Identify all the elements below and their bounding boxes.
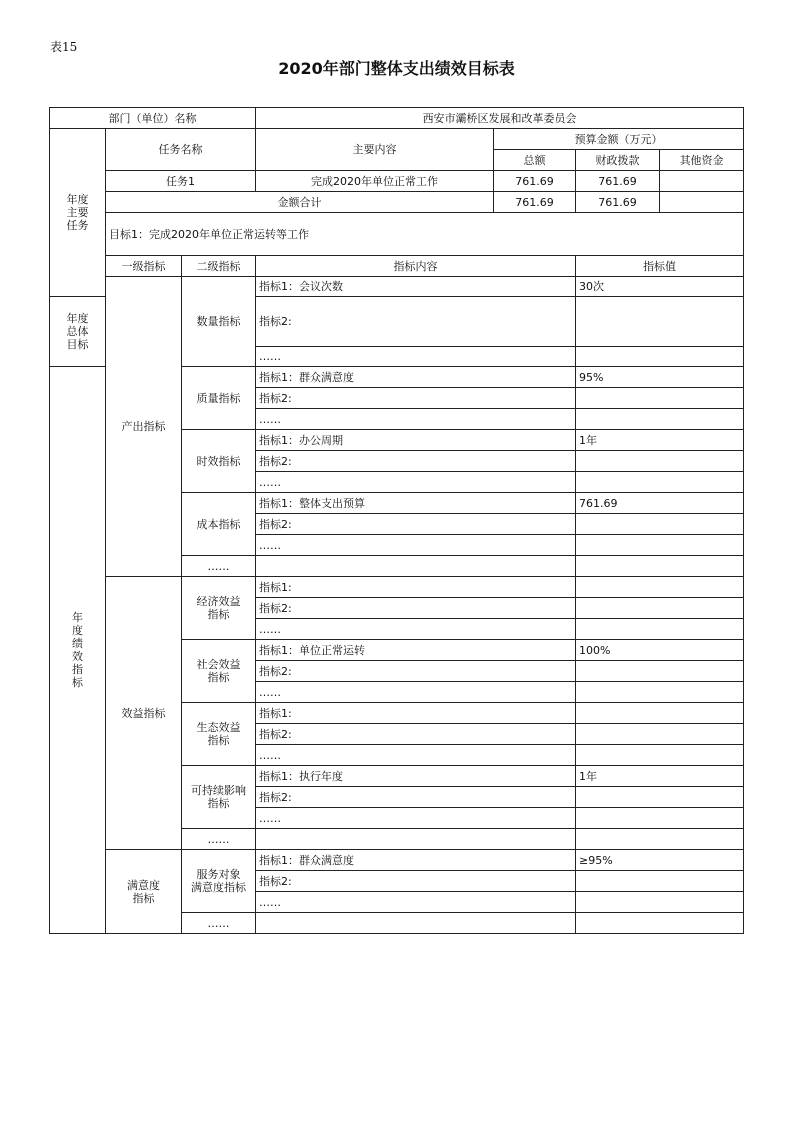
level1-header: 一级指标 — [106, 256, 182, 277]
task-name: 任务1 — [106, 171, 256, 192]
page-title: 2020年部门整体支出绩效目标表 — [278, 59, 515, 78]
indicator-value: 761.69 — [576, 493, 744, 514]
sustainable-indicator-label: 可持续影响 指标 — [182, 766, 256, 829]
goal-row — [50, 213, 744, 256]
sum-other — [660, 192, 744, 213]
dept-row — [50, 108, 744, 129]
indicator-content: 指标2: — [256, 871, 576, 892]
indicator-content: …… — [256, 409, 576, 430]
indicator-value — [576, 661, 744, 682]
table-row — [50, 577, 744, 598]
indicator-value — [576, 514, 744, 535]
indicator-value: 95% — [576, 367, 744, 388]
indicator-value — [576, 787, 744, 808]
satisfaction-ellipsis: …… — [182, 913, 256, 934]
satisfaction-indicator-label: 满意度 指标 — [106, 850, 182, 934]
indicator-content: 指标2: — [256, 724, 576, 745]
indicator-content: 指标1：群众满意度 — [256, 850, 576, 871]
social-indicator-label: 社会效益 指标 — [182, 640, 256, 703]
indicator-header-row — [50, 256, 744, 277]
indicator-content: 指标2: — [256, 514, 576, 535]
indicator-content: 指标1: — [256, 577, 576, 598]
total-header: 总额 — [494, 150, 576, 171]
indicator-content: …… — [256, 347, 576, 367]
sum-row — [50, 192, 744, 213]
other-header: 其他资金 — [660, 150, 744, 171]
indicator-value: 1年 — [576, 430, 744, 451]
indicator-content: 指标1：单位正常运转 — [256, 640, 576, 661]
indicator-content: 指标1：执行年度 — [256, 766, 576, 787]
indicator-value: 30次 — [576, 277, 744, 297]
indicator-content: 指标2: — [256, 598, 576, 619]
indicator-content: 指标1：群众满意度 — [256, 367, 576, 388]
task-header-row — [50, 129, 744, 150]
indicator-content: 指标2: — [256, 451, 576, 472]
indicator-value: 100% — [576, 640, 744, 661]
sum-label: 金额合计 — [106, 192, 494, 213]
output-indicator-label: 产出指标 — [106, 277, 182, 577]
output-ellipsis: …… — [182, 556, 256, 577]
indicator-value — [576, 682, 744, 703]
task-content-header: 主要内容 — [256, 129, 494, 171]
indicator-content: …… — [256, 472, 576, 493]
task-other — [660, 171, 744, 192]
indicator-value — [576, 871, 744, 892]
indicator-value: ≥95% — [576, 850, 744, 871]
indicator-value — [576, 451, 744, 472]
level2-header: 二级指标 — [182, 256, 256, 277]
service-satisfaction-label: 服务对象 满意度指标 — [182, 850, 256, 913]
ecological-indicator-label: 生态效益 指标 — [182, 703, 256, 766]
indicator-value — [576, 388, 744, 409]
indicator-value — [576, 598, 744, 619]
goal-text: 目标1：完成2020年单位正常运转等工作 — [106, 213, 744, 256]
indicator-value: 1年 — [576, 766, 744, 787]
page-label: 表15 — [50, 40, 78, 54]
economic-indicator-label: 经济效益 指标 — [182, 577, 256, 640]
indicator-value — [576, 892, 744, 913]
indicator-value — [576, 724, 744, 745]
cost-indicator-label: 成本指标 — [182, 493, 256, 556]
indicator-content: 指标2: — [256, 787, 576, 808]
benefit-ellipsis: …… — [182, 829, 256, 850]
benefit-indicator-label: 效益指标 — [106, 577, 182, 850]
task-total: 761.69 — [494, 171, 576, 192]
indicator-value — [576, 808, 744, 829]
dept-label: 部门（单位）名称 — [50, 108, 256, 129]
indicator-content: 指标2: — [256, 297, 576, 347]
task-content: 完成2020年单位正常工作 — [256, 171, 494, 192]
indicator-value — [576, 409, 744, 430]
task-fiscal: 761.69 — [576, 171, 660, 192]
indicator-value — [576, 745, 744, 766]
indicator-content: 指标2: — [256, 661, 576, 682]
indicator-content: 指标1：办公周期 — [256, 430, 576, 451]
indicator-content: 指标1: — [256, 703, 576, 724]
quality-indicator-label: 质量指标 — [182, 367, 256, 430]
performance-table — [49, 107, 744, 934]
indicator-value — [576, 619, 744, 640]
annual-goal-side-label: 年度 总体 目标 — [50, 297, 106, 367]
indicator-value — [576, 297, 744, 347]
value-header: 指标值 — [576, 256, 744, 277]
annual-task-side-label: 年度 主要 任务 — [50, 129, 106, 297]
indicator-content: 指标1：整体支出预算 — [256, 493, 576, 514]
indicator-content: …… — [256, 535, 576, 556]
indicator-value — [576, 535, 744, 556]
budget-header: 预算金额（万元） — [494, 129, 744, 150]
indicator-value — [576, 577, 744, 598]
indicator-value — [576, 472, 744, 493]
indicator-content: 指标2: — [256, 388, 576, 409]
sum-fiscal: 761.69 — [576, 192, 660, 213]
quantity-indicator-label: 数量指标 — [182, 277, 256, 367]
dept-value: 西安市灞桥区发展和改革委员会 — [256, 108, 744, 129]
table-row — [50, 277, 744, 297]
indicator-content: …… — [256, 682, 576, 703]
indicator-content: 指标1：会议次数 — [256, 277, 576, 297]
annual-indicator-side-label: 年 度 绩 效 指 标 — [50, 367, 106, 934]
content-header: 指标内容 — [256, 256, 576, 277]
indicator-value — [576, 347, 744, 367]
indicator-content: …… — [256, 745, 576, 766]
task-name-header: 任务名称 — [106, 129, 256, 171]
indicator-content: …… — [256, 892, 576, 913]
indicator-content: …… — [256, 808, 576, 829]
sum-total: 761.69 — [494, 192, 576, 213]
indicator-content: …… — [256, 619, 576, 640]
task-row — [50, 171, 744, 192]
fiscal-header: 财政拨款 — [576, 150, 660, 171]
indicator-value — [576, 703, 744, 724]
timeliness-indicator-label: 时效指标 — [182, 430, 256, 493]
table-row — [50, 850, 744, 871]
